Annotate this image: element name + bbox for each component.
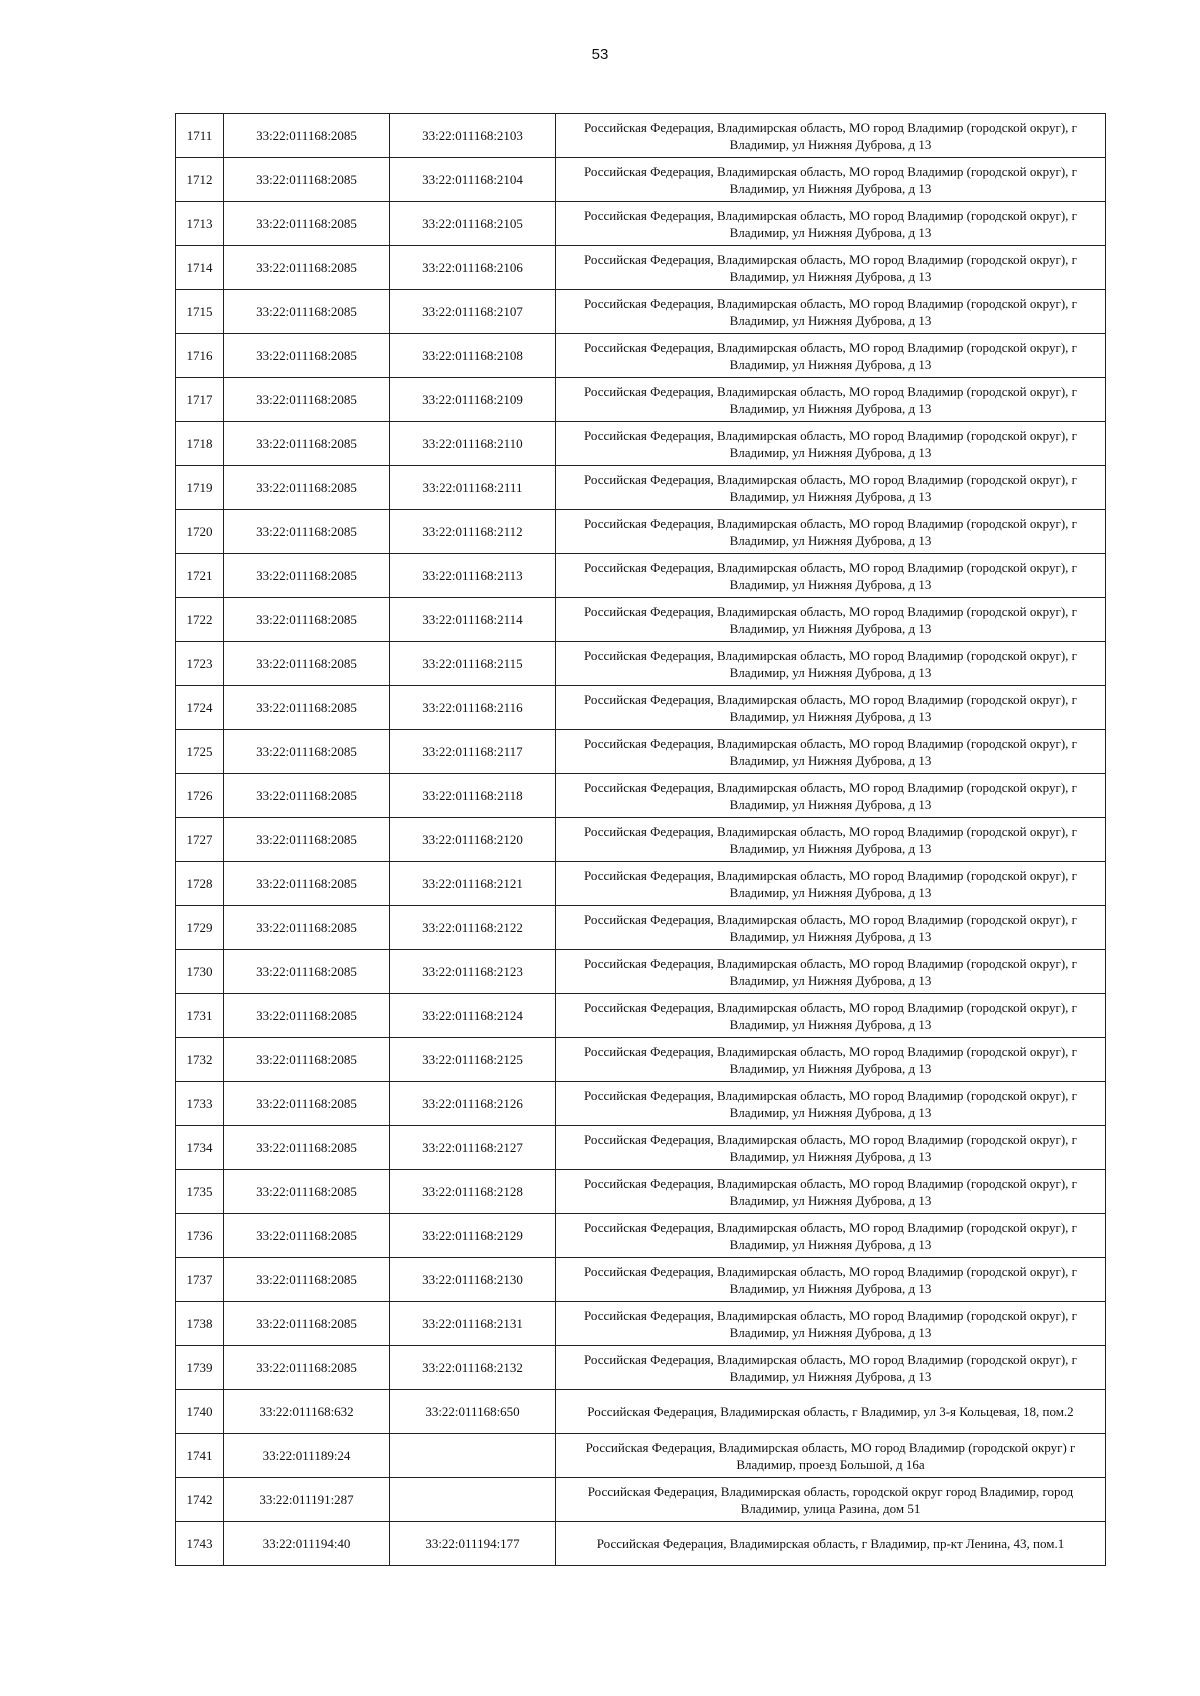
cadastral-number-cell: 33:22:011168:2122 [390,906,556,950]
parent-cadastral-number-cell: 33:22:011168:2085 [224,1126,390,1170]
cadastral-number-cell: 33:22:011168:2118 [390,774,556,818]
cadastral-number-cell: 33:22:011168:2103 [390,114,556,158]
address-cell: Российская Федерация, Владимирская область, г Владимир, ул 3-я Кольцевая, 18, пом.2 [556,1390,1106,1434]
cadastral-number-cell: 33:22:011168:2114 [390,598,556,642]
address-cell: Российская Федерация, Владимирская область, МО город Владимир (городской округ), г Владимир, ул Нижняя Дуброва, д 13 [556,686,1106,730]
table-row [176,906,1106,950]
cadastral-number-cell: 33:22:011168:650 [390,1390,556,1434]
parent-cadastral-number-cell: 33:22:011168:2085 [224,818,390,862]
parent-cadastral-number-cell: 33:22:011168:2085 [224,598,390,642]
parent-cadastral-number-cell: 33:22:011168:2085 [224,1346,390,1390]
table-row [176,994,1106,1038]
cadastral-number-cell: 33:22:011168:2127 [390,1126,556,1170]
table-row [176,1346,1106,1390]
parent-cadastral-number-cell: 33:22:011168:2085 [224,1082,390,1126]
row-number-cell: 1731 [176,994,224,1038]
row-number-cell: 1722 [176,598,224,642]
cadastral-number-cell: 33:22:011168:2130 [390,1258,556,1302]
cadastral-number-cell: 33:22:011168:2111 [390,466,556,510]
row-number-cell: 1734 [176,1126,224,1170]
table-row [176,686,1106,730]
address-cell: Российская Федерация, Владимирская область, МО город Владимир (городской округ), г Владимир, ул Нижняя Дуброва, д 13 [556,246,1106,290]
table-row [176,1522,1106,1566]
table-row [176,1038,1106,1082]
parent-cadastral-number-cell: 33:22:011168:2085 [224,950,390,994]
cadastral-number-cell: 33:22:011168:2131 [390,1302,556,1346]
parent-cadastral-number-cell: 33:22:011168:2085 [224,906,390,950]
address-cell: Российская Федерация, Владимирская область, МО город Владимир (городской округ), г Владимир, ул Нижняя Дуброва, д 13 [556,642,1106,686]
table-row [176,642,1106,686]
parent-cadastral-number-cell: 33:22:011168:2085 [224,1302,390,1346]
cadastral-number-cell: 33:22:011168:2109 [390,378,556,422]
table-row [176,1258,1106,1302]
row-number-cell: 1726 [176,774,224,818]
address-cell: Российская Федерация, Владимирская область, МО город Владимир (городской округ), г Владимир, ул Нижняя Дуброва, д 13 [556,862,1106,906]
row-number-cell: 1723 [176,642,224,686]
row-number-cell: 1729 [176,906,224,950]
address-cell: Российская Федерация, Владимирская область, МО город Владимир (городской округ), г Владимир, ул Нижняя Дуброва, д 13 [556,334,1106,378]
parent-cadastral-number-cell: 33:22:011168:2085 [224,246,390,290]
table-row [176,774,1106,818]
row-number-cell: 1711 [176,114,224,158]
row-number-cell: 1724 [176,686,224,730]
table-row [176,1390,1106,1434]
cadastral-number-cell: 33:22:011168:2125 [390,1038,556,1082]
address-cell: Российская Федерация, Владимирская область, МО город Владимир (городской округ), г Владимир, ул Нижняя Дуброва, д 13 [556,158,1106,202]
row-number-cell: 1743 [176,1522,224,1566]
table-row [176,466,1106,510]
parent-cadastral-number-cell: 33:22:011168:2085 [224,334,390,378]
parent-cadastral-number-cell: 33:22:011168:2085 [224,730,390,774]
table-row [176,334,1106,378]
table-row [176,1302,1106,1346]
row-number-cell: 1712 [176,158,224,202]
cadastral-number-cell: 33:22:011168:2113 [390,554,556,598]
row-number-cell: 1727 [176,818,224,862]
parent-cadastral-number-cell: 33:22:011194:40 [224,1522,390,1566]
parent-cadastral-number-cell: 33:22:011168:2085 [224,1170,390,1214]
row-number-cell: 1713 [176,202,224,246]
cadastral-number-cell: 33:22:011168:2129 [390,1214,556,1258]
row-number-cell: 1739 [176,1346,224,1390]
address-cell: Российская Федерация, Владимирская область, МО город Владимир (городской округ), г Владимир, ул Нижняя Дуброва, д 13 [556,730,1106,774]
cadastral-number-cell: 33:22:011168:2115 [390,642,556,686]
cadastral-number-cell: 33:22:011168:2110 [390,422,556,466]
cadastral-number-cell: 33:22:011168:2106 [390,246,556,290]
row-number-cell: 1742 [176,1478,224,1522]
row-number-cell: 1730 [176,950,224,994]
table-row [176,554,1106,598]
cadastral-number-cell [390,1478,556,1522]
address-cell: Российская Федерация, Владимирская область, МО город Владимир (городской округ), г Владимир, ул Нижняя Дуброва, д 13 [556,818,1106,862]
address-cell: Российская Федерация, Владимирская область, МО город Владимир (городской округ), г Владимир, ул Нижняя Дуброва, д 13 [556,994,1106,1038]
row-number-cell: 1741 [176,1434,224,1478]
parent-cadastral-number-cell: 33:22:011168:2085 [224,642,390,686]
parent-cadastral-number-cell: 33:22:011191:287 [224,1478,390,1522]
table-row [176,422,1106,466]
table-row [176,818,1106,862]
table-row [176,246,1106,290]
row-number-cell: 1736 [176,1214,224,1258]
table-row [176,202,1106,246]
address-cell: Российская Федерация, Владимирская область, МО город Владимир (городской округ), г Владимир, ул Нижняя Дуброва, д 13 [556,1302,1106,1346]
parent-cadastral-number-cell: 33:22:011168:2085 [224,114,390,158]
table-row [176,1126,1106,1170]
cadastral-number-cell: 33:22:011168:2112 [390,510,556,554]
parent-cadastral-number-cell: 33:22:011168:2085 [224,378,390,422]
parent-cadastral-number-cell: 33:22:011168:2085 [224,466,390,510]
address-cell: Российская Федерация, Владимирская область, МО город Владимир (городской округ), г Владимир, ул Нижняя Дуброва, д 13 [556,1214,1106,1258]
table-row [176,950,1106,994]
table-row [176,158,1106,202]
table-row [176,1214,1106,1258]
address-cell: Российская Федерация, Владимирская область, МО город Владимир (городской округ), г Владимир, ул Нижняя Дуброва, д 13 [556,114,1106,158]
row-number-cell: 1738 [176,1302,224,1346]
row-number-cell: 1718 [176,422,224,466]
cadastral-number-cell: 33:22:011168:2105 [390,202,556,246]
table-row [176,378,1106,422]
parent-cadastral-number-cell: 33:22:011189:24 [224,1434,390,1478]
table-row [176,862,1106,906]
row-number-cell: 1728 [176,862,224,906]
parent-cadastral-number-cell: 33:22:011168:2085 [224,422,390,466]
parent-cadastral-number-cell: 33:22:011168:2085 [224,510,390,554]
address-cell: Российская Федерация, Владимирская область, МО город Владимир (городской округ), г Владимир, ул Нижняя Дуброва, д 13 [556,290,1106,334]
cadastral-number-cell: 33:22:011168:2126 [390,1082,556,1126]
address-cell: Российская Федерация, Владимирская область, МО город Владимир (городской округ), г Владимир, ул Нижняя Дуброва, д 13 [556,950,1106,994]
cadastral-number-cell: 33:22:011194:177 [390,1522,556,1566]
parent-cadastral-number-cell: 33:22:011168:2085 [224,202,390,246]
row-number-cell: 1732 [176,1038,224,1082]
address-cell: Российская Федерация, Владимирская область, МО город Владимир (городской округ), г Владимир, ул Нижняя Дуброва, д 13 [556,378,1106,422]
cadastral-number-cell: 33:22:011168:2120 [390,818,556,862]
table-row [176,1434,1106,1478]
parent-cadastral-number-cell: 33:22:011168:2085 [224,290,390,334]
table-row [176,730,1106,774]
address-cell: Российская Федерация, Владимирская область, МО город Владимир (городской округ), г Владимир, ул Нижняя Дуброва, д 13 [556,1038,1106,1082]
table-row [176,598,1106,642]
row-number-cell: 1719 [176,466,224,510]
address-cell: Российская Федерация, Владимирская область, МО город Владимир (городской округ), г Владимир, ул Нижняя Дуброва, д 13 [556,1082,1106,1126]
table-row [176,510,1106,554]
row-number-cell: 1714 [176,246,224,290]
cadastral-number-cell: 33:22:011168:2116 [390,686,556,730]
address-cell: Российская Федерация, Владимирская область, МО город Владимир (городской округ), г Владимир, ул Нижняя Дуброва, д 13 [556,554,1106,598]
registry-table-body [176,114,1106,1566]
cadastral-number-cell: 33:22:011168:2128 [390,1170,556,1214]
cadastral-number-cell: 33:22:011168:2123 [390,950,556,994]
address-cell: Российская Федерация, Владимирская область, МО город Владимир (городской округ), г Владимир, ул Нижняя Дуброва, д 13 [556,422,1106,466]
table-row [176,1478,1106,1522]
row-number-cell: 1716 [176,334,224,378]
parent-cadastral-number-cell: 33:22:011168:2085 [224,1038,390,1082]
row-number-cell: 1740 [176,1390,224,1434]
table-row [176,290,1106,334]
address-cell: Российская Федерация, Владимирская область, МО город Владимир (городской округ) г Владимир, проезд Большой, д 16а [556,1434,1106,1478]
cadastral-number-cell: 33:22:011168:2104 [390,158,556,202]
address-cell: Российская Федерация, Владимирская область, МО город Владимир (городской округ), г Владимир, ул Нижняя Дуброва, д 13 [556,1126,1106,1170]
parent-cadastral-number-cell: 33:22:011168:2085 [224,774,390,818]
table-row [176,114,1106,158]
address-cell: Российская Федерация, Владимирская область, МО город Владимир (городской округ), г Владимир, ул Нижняя Дуброва, д 13 [556,202,1106,246]
row-number-cell: 1717 [176,378,224,422]
parent-cadastral-number-cell: 33:22:011168:2085 [224,554,390,598]
address-cell: Российская Федерация, Владимирская область, МО город Владимир (городской округ), г Владимир, ул Нижняя Дуброва, д 13 [556,1346,1106,1390]
address-cell: Российская Федерация, Владимирская область, МО город Владимир (городской округ), г Владимир, ул Нижняя Дуброва, д 13 [556,466,1106,510]
cadastral-number-cell [390,1434,556,1478]
registry-table [175,113,1106,1566]
address-cell: Российская Федерация, Владимирская область, МО город Владимир (городской округ), г Владимир, ул Нижняя Дуброва, д 13 [556,906,1106,950]
address-cell: Российская Федерация, Владимирская область, МО город Владимир (городской округ), г Владимир, ул Нижняя Дуброва, д 13 [556,774,1106,818]
cadastral-number-cell: 33:22:011168:2124 [390,994,556,1038]
row-number-cell: 1715 [176,290,224,334]
parent-cadastral-number-cell: 33:22:011168:2085 [224,1214,390,1258]
row-number-cell: 1737 [176,1258,224,1302]
parent-cadastral-number-cell: 33:22:011168:2085 [224,862,390,906]
table-row [176,1082,1106,1126]
parent-cadastral-number-cell: 33:22:011168:632 [224,1390,390,1434]
address-cell: Российская Федерация, Владимирская область, городской округ город Владимир, город Владимир, улица Разина, дом 51 [556,1478,1106,1522]
cadastral-number-cell: 33:22:011168:2121 [390,862,556,906]
parent-cadastral-number-cell: 33:22:011168:2085 [224,994,390,1038]
row-number-cell: 1720 [176,510,224,554]
address-cell: Российская Федерация, Владимирская область, г Владимир, пр-кт Ленина, 43, пом.1 [556,1522,1106,1566]
parent-cadastral-number-cell: 33:22:011168:2085 [224,686,390,730]
row-number-cell: 1735 [176,1170,224,1214]
page-number: 53 [591,46,609,63]
cadastral-number-cell: 33:22:011168:2107 [390,290,556,334]
row-number-cell: 1733 [176,1082,224,1126]
cadastral-number-cell: 33:22:011168:2132 [390,1346,556,1390]
address-cell: Российская Федерация, Владимирская область, МО город Владимир (городской округ), г Владимир, ул Нижняя Дуброва, д 13 [556,510,1106,554]
cadastral-number-cell: 33:22:011168:2117 [390,730,556,774]
address-cell: Российская Федерация, Владимирская область, МО город Владимир (городской округ), г Владимир, ул Нижняя Дуброва, д 13 [556,598,1106,642]
row-number-cell: 1725 [176,730,224,774]
parent-cadastral-number-cell: 33:22:011168:2085 [224,158,390,202]
cadastral-number-cell: 33:22:011168:2108 [390,334,556,378]
row-number-cell: 1721 [176,554,224,598]
address-cell: Российская Федерация, Владимирская область, МО город Владимир (городской округ), г Владимир, ул Нижняя Дуброва, д 13 [556,1258,1106,1302]
address-cell: Российская Федерация, Владимирская область, МО город Владимир (городской округ), г Владимир, ул Нижняя Дуброва, д 13 [556,1170,1106,1214]
table-row [176,1170,1106,1214]
parent-cadastral-number-cell: 33:22:011168:2085 [224,1258,390,1302]
